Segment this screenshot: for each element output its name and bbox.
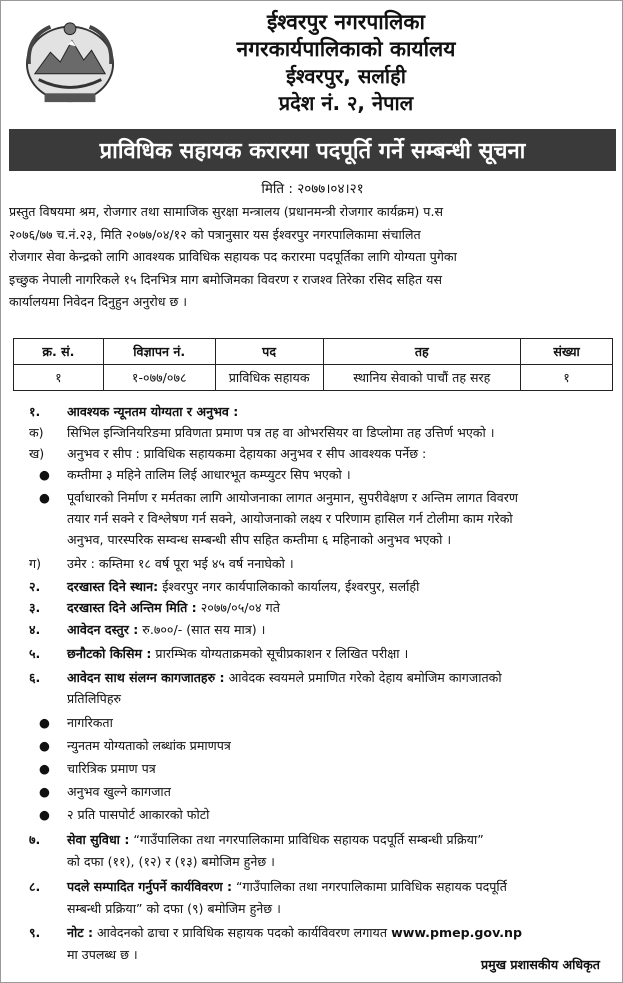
bullet-text: अनुभव, पारस्परिक सम्वन्ध सम्बन्धी सीप सहित कम्तीमा ६ महिनाको अनुभव भएको । [67, 532, 452, 547]
notice-date: मिति : २०७७।०४।२१ [261, 181, 364, 197]
office-name-block [111, 9, 581, 117]
cell-post: प्राविधिक सहायक [215, 365, 323, 391]
section-text: मा उपलब्ध छ । [67, 947, 138, 962]
office-address: ईश्वरपुर, सर्लाही [286, 64, 406, 88]
section-title: आवेदन साथ संलग्न कागजातहरु : [67, 670, 225, 685]
bullet-text: तयार गर्न सक्ने र विश्लेषण गर्न सक्ने, आयोजनाको लक्ष्य र परिणाम हासिल गर्न टोलीमा काम गरेको [67, 511, 513, 526]
document-item: २ प्रति पासपोर्ट आकारको फोटो [67, 807, 210, 822]
vacancy-table [13, 338, 613, 391]
sub-label: ग) [29, 556, 42, 571]
table-row [14, 365, 613, 391]
section-title: नोट : [67, 925, 94, 940]
section-text: रु.७००/- (सात सय मात्र) । [142, 622, 266, 637]
cell-serial: १ [14, 365, 104, 391]
sub-text: सिभिल इन्जिनियरिङमा प्रविणता प्रमाण पत्र तह वा ओभरसियर वा डिप्लोमा तह उत्तिर्ण भएको । [67, 425, 495, 440]
section-text: प्रारम्भिक योग्यताक्रमको सूचीप्रकाशन र लिखित परीक्षा । [155, 646, 409, 661]
section-number: ५. [29, 646, 41, 661]
bullet-icon: ● [39, 761, 50, 776]
bullet-icon: ● [39, 807, 50, 822]
section-text: २०७७/०५/०४ गते [200, 600, 280, 615]
section-text: “गाउँपालिका तथा नगरपालिकामा प्राविधिक सहायक पदपूर्ति [236, 879, 507, 894]
section-number: ८. [29, 879, 41, 894]
section-text: प्रतिलिपिहरु [67, 691, 122, 706]
col-ad-number: विज्ञापन नं. [103, 339, 215, 365]
municipality-name: ईश्वरपुर नगरपालिका [266, 10, 425, 34]
notice-title-banner: प्राविधिक सहायक करारमा पदपूर्ति गर्ने सम्बन्धी सूचना [9, 129, 616, 171]
intro-line: प्रस्तुत विषयमा श्रम, रोजगार तथा सामाजिक सुरक्षा मन्त्रालय (प्रधानमन्त्री रोजगार कार्यक्रम) प.स [9, 204, 443, 219]
signatory-title: प्रमुख प्रशासकीय अधिकृत [481, 957, 600, 972]
section-text: ईश्वरपुर नगर कार्यपालिकाको कार्यालय, ईश्वरपुर, सर्लाही [162, 579, 420, 594]
intro-line: २०७६/७७ च.नं.२३, मिति २०७७/०४/१२ को पत्रानुसार यस ईश्वरपुर नगरपालिकामा संचालित [9, 226, 421, 242]
intro-line: रोजगार सेवा केन्द्रको लागि आवश्यक प्राविधिक सहायक पद करारमा पदपूर्तिका लागि योग्यता पुगेका [9, 249, 457, 264]
office-name: नगरकार्यपालिकाको कार्यालय [236, 37, 456, 61]
sub-text: अनुभव र सीप : प्राविधिक सहायकमा देहायका अनुभव र सीप आवश्यक पर्नेछ : [67, 446, 427, 461]
sub-label: क) [29, 425, 44, 440]
document-item: नागरिकता [67, 715, 113, 730]
document-item: चारित्रिक प्रमाण पत्र [67, 761, 156, 776]
section-number: ४. [29, 622, 41, 637]
section-number: १. [29, 404, 41, 419]
document-item: अनुभव खुल्ने कागजात [67, 784, 171, 799]
section-title: आवेदन दस्तुर : [67, 622, 139, 637]
section-text: “गाउँपालिका तथा नगरपालिकामा प्राविधिक सहायक पदपूर्ति सम्बन्धी प्रक्रिया” [133, 832, 484, 847]
pmep-website-link[interactable]: www.pmep.gov.np [391, 925, 523, 940]
col-serial: क्र. सं. [14, 339, 104, 365]
cell-count: १ [521, 365, 613, 391]
section-text: आवेदक स्वयमले प्रमाणित गरेको देहाय बमोजिम कागजातको [228, 670, 502, 685]
section-text: को दफा (११), (१२) र (१३) बमोजिम हुनेछ । [67, 854, 275, 869]
col-post: पद [215, 339, 323, 365]
section-number: ७. [29, 832, 41, 847]
sub-text: उमेर : कम्तिमा १८ वर्ष पूरा भई ४५ वर्ष ननाघेको । [67, 556, 294, 571]
bullet-icon: ● [39, 784, 50, 799]
document-item: न्युनतम योग्यताको लब्धांक प्रमाणपत्र [67, 738, 231, 753]
section-title: सेवा सुविधा : [67, 832, 130, 847]
section-text: आवेदनको ढाचा र प्राविधिक सहायक पदको कार्यविवरण लगायत [97, 925, 388, 940]
intro-line: कार्यालयमा निवेदन दिनुहुन अनुरोध छ । [9, 294, 188, 309]
section-number: २. [29, 579, 41, 594]
col-level: तह [323, 339, 521, 365]
bullet-text: कम्तीमा ३ महिने तालिम लिई आधारभूत कम्प्युटर सिप भएको । [67, 467, 351, 482]
office-header [1, 7, 623, 125]
bullet-icon: ● [39, 490, 50, 505]
province-line: प्रदेश नं. २, नेपाल [278, 91, 414, 115]
section-number: ६. [29, 670, 41, 685]
bullet-icon: ● [39, 715, 50, 730]
section-number: ९. [29, 925, 41, 940]
col-count: संख्या [521, 339, 613, 365]
section-text: सम्बन्धी प्रक्रिया” को दफा (९) बमोजिम हुनेछ । [67, 901, 281, 916]
section-title: दरखास्त दिने स्थान: [67, 579, 159, 594]
intro-paragraph [9, 201, 616, 314]
section-title: छनौटको किसिम : [67, 646, 152, 661]
cell-level: स्थानिय सेवाको पाचौं तह सरह [323, 365, 521, 391]
intro-line: इच्छुक नेपाली नागरिकले १५ दिनभित्र माग बमोजिमका विवरण र राजश्व तिरेका रसिद सहित यस [9, 271, 442, 287]
section-title: आवश्यक न्यूनतम योग्यता र अनुभव : [67, 404, 239, 419]
bullet-text: पूर्वाधारको निर्माण र मर्मतका लागि आयोजनाका लागत अनुमान, सुपरीवेक्षण र अन्तिम लागत विवरण [67, 490, 519, 505]
cell-ad-number: १-०७७/०७८ [103, 365, 215, 391]
section-number: ३. [29, 600, 41, 615]
bullet-icon: ● [39, 738, 50, 753]
bullet-icon: ● [39, 467, 50, 482]
table-header-row [14, 339, 613, 365]
section-title: दरखास्त दिने अन्तिम मिति : [67, 600, 197, 615]
nepal-government-emblem-icon [21, 17, 119, 107]
section-title: पदले सम्पादित गर्नुपर्ने कार्यविवरण : [67, 879, 233, 894]
sub-label: ख) [29, 446, 45, 461]
